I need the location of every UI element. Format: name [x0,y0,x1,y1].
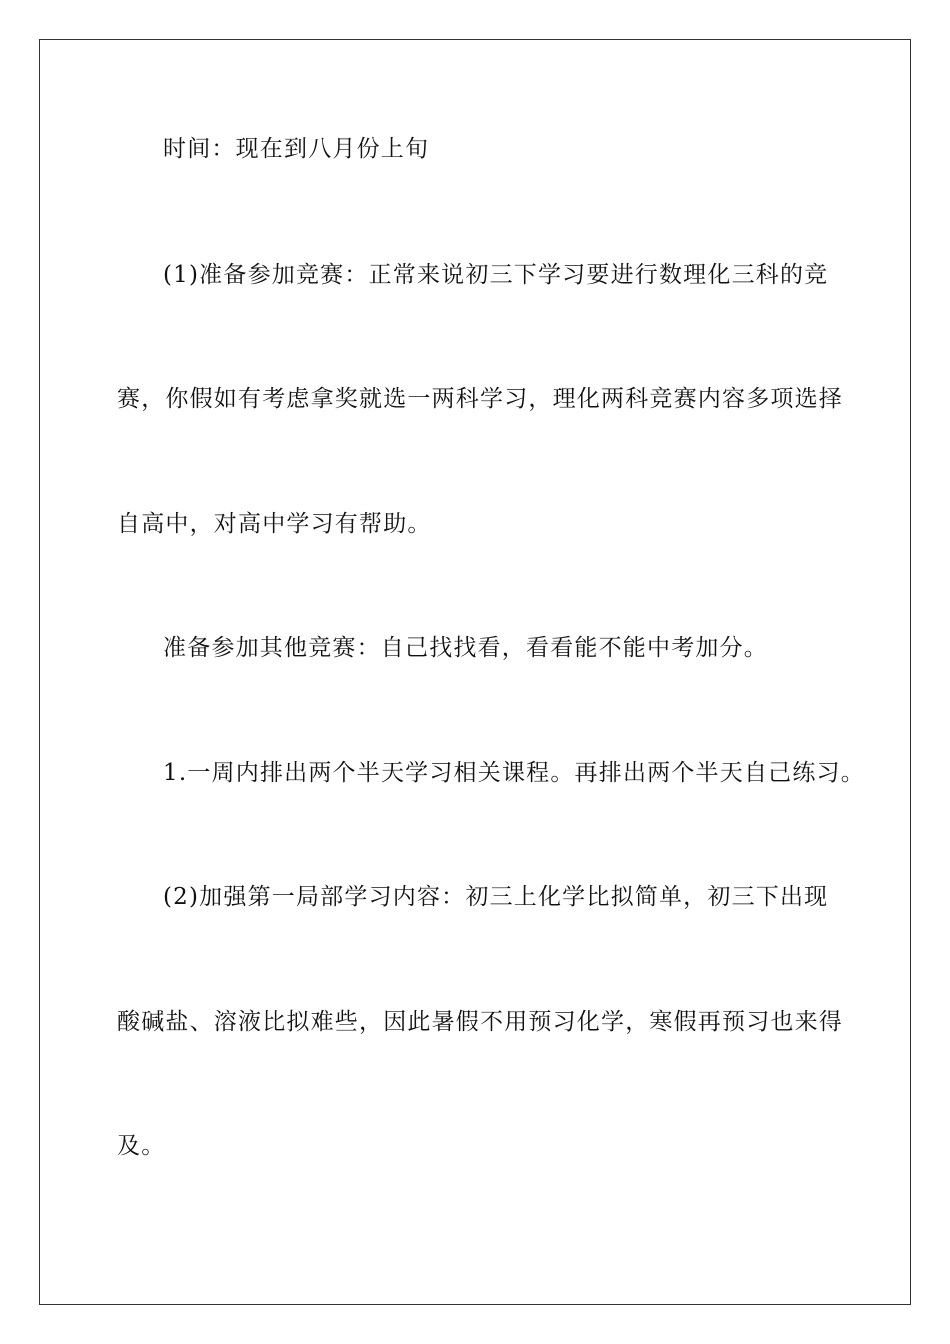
text-line-2: (1)准备参加竞赛：正常来说初三下学习要进行数理化三科的竞 [163,262,829,288]
text-line-6: 1.一周内排出两个半天学习相关课程。再排出两个半天自己练习。 [163,760,865,786]
text-line-3: 赛，你假如有考虑拿奖就选一两科学习，理化两科竞赛内容多项选择 [117,386,843,412]
text-line-7: (2)加强第一局部学习内容：初三上化学比拟简单，初三下出现 [163,884,829,910]
text-line-4: 自高中，对高中学习有帮助。 [117,511,432,537]
text-line-9: 及。 [117,1133,166,1159]
text-line-8: 酸碱盐、溶液比拟难些，因此暑假不用预习化学，寒假再预习也来得 [117,1009,843,1035]
text-line-5: 准备参加其他竞赛：自己找找看，看看能不能中考加分。 [163,635,768,661]
text-line-1: 时间：现在到八月份上旬 [163,136,430,162]
page-frame [39,39,911,1305]
